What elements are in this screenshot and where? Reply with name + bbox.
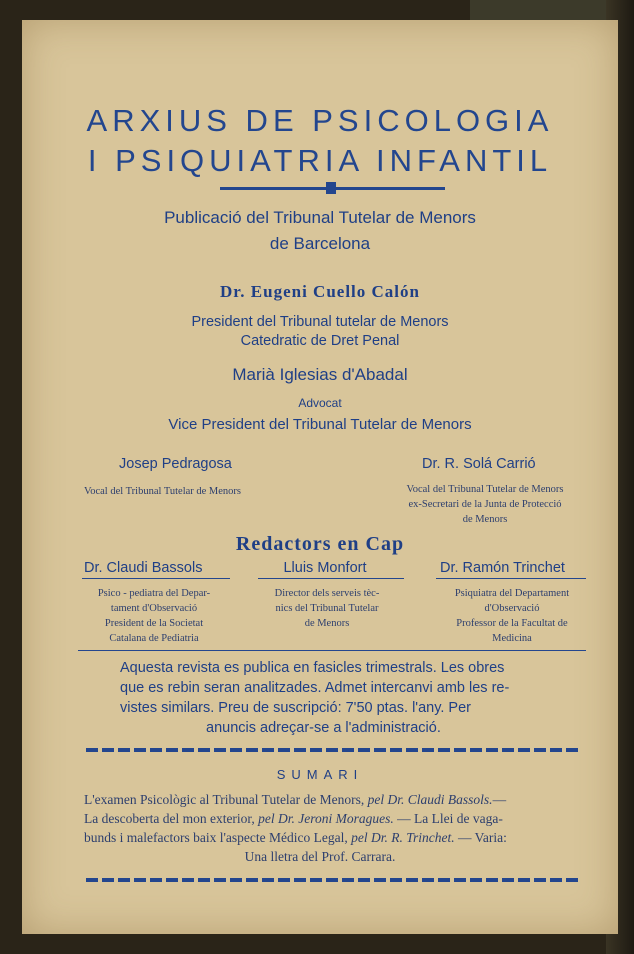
summary-line-2 [84, 811, 503, 827]
ornamental-rule-top [86, 748, 582, 752]
vice-president-role: Vice President del Tribunal Tutelar de Menors [168, 416, 472, 433]
editor-3-underline [436, 578, 586, 579]
editor-1-underline [82, 578, 230, 579]
vocal-left-name: Josep Pedragosa [119, 456, 232, 472]
rule-ornament-icon [326, 182, 336, 194]
notice-line-4: anuncis adreçar-se a l'administració. [206, 720, 441, 736]
subtitle-line-2: de Barcelona [269, 234, 371, 253]
title-line-1: ARXIUS DE PSICOLOGIA [86, 103, 554, 138]
editor-3-role-1: Psiquiatra del Departament [454, 588, 570, 599]
editors-rule [78, 650, 586, 651]
vice-president-name: Marià Iglesias d'Abadal [232, 365, 408, 384]
notice-line-1: Aquesta revista es publica en fasicles trimestrals. Les obres [120, 660, 505, 676]
editor-2-name: Lluis Monfort [283, 560, 367, 576]
editor-1-role-3: President de la Societat [104, 618, 204, 629]
editor-3-role-2: d'Observació [484, 603, 540, 614]
summary-line-2-text: La descoberta del mon exterior, [84, 811, 259, 826]
summary-line-2-rest: — La Llei de vaga- [393, 811, 503, 826]
summary-line-3 [84, 830, 507, 846]
editor-2-role-2: nics del Tribunal Tutelar [275, 603, 379, 614]
vocal-right-name: Dr. R. Solá Carrió [422, 456, 536, 472]
summary-line-3-rest: — Varia: [454, 830, 507, 845]
president-role-2: Catedratic de Dret Penal [240, 333, 400, 349]
vocal-right-role-2: ex-Secretari de la Junta de Protecció [408, 499, 562, 510]
summary-line-1-author: pel Dr. Claudi Bassols. [367, 792, 493, 807]
page [22, 20, 618, 934]
editor-2-role-3: de Menors [304, 618, 350, 629]
vice-president-title: Advocat [298, 396, 342, 410]
editors-heading: Redactors en Cap [235, 533, 405, 555]
summary-line-1-dash: — [492, 792, 507, 807]
summary-line-4: Una lletra del Prof. Carrara. [244, 849, 396, 864]
vocal-left-role: Vocal del Tribunal Tutelar de Menors [84, 486, 242, 497]
editor-1-name: Dr. Claudi Bassols [84, 560, 203, 576]
notice-line-3: vistes similars. Preu de suscripció: 7'50 ptas. l'any. Per [120, 700, 471, 716]
editor-3-role-4: Medicina [492, 633, 532, 644]
editor-2-underline [258, 578, 404, 579]
summary-line-2-author: pel Dr. Jeroni Moragues. [258, 811, 394, 826]
vocal-right-role-1: Vocal del Tribunal Tutelar de Menors [406, 484, 564, 495]
editor-3-name: Dr. Ramón Trinchet [440, 560, 565, 576]
summary-line-3-text: bunds i malefactors baix l'aspecte Médico Legal, [84, 830, 352, 845]
summary-line-1 [84, 792, 506, 808]
editor-1-role-4: Catalana de Pediatria [109, 633, 199, 644]
summary-line-3-author: pel Dr. R. Trinchet. [351, 830, 455, 845]
notice-line-2: que es rebin seran analitzades. Admet intercanvi amb les re- [120, 680, 510, 696]
president-name: Dr. Eugeni Cuello Calón [220, 282, 420, 301]
editor-1-role-2: tament d'Observació [110, 603, 198, 614]
editor-1-role-1: Psico - pediatra del Depar- [97, 588, 211, 599]
editor-3-role-3: Professor de la Facultat de [456, 618, 568, 629]
subtitle-line-1: Publicació del Tribunal Tutelar de Menors [164, 208, 476, 227]
editor-2-role-1: Director dels serveis tèc- [274, 588, 380, 599]
vocal-right-role-3: de Menors [462, 514, 508, 525]
summary-line-1-text: L'examen Psicològic al Tribunal Tutelar de Menors, [84, 792, 368, 807]
summary-heading: SUMARI [276, 767, 364, 782]
ornamental-rule-bottom [86, 878, 582, 882]
president-role-1: President del Tribunal tutelar de Menors [191, 314, 449, 330]
title-line-2: I PSIQUIATRIA INFANTIL [87, 143, 553, 178]
